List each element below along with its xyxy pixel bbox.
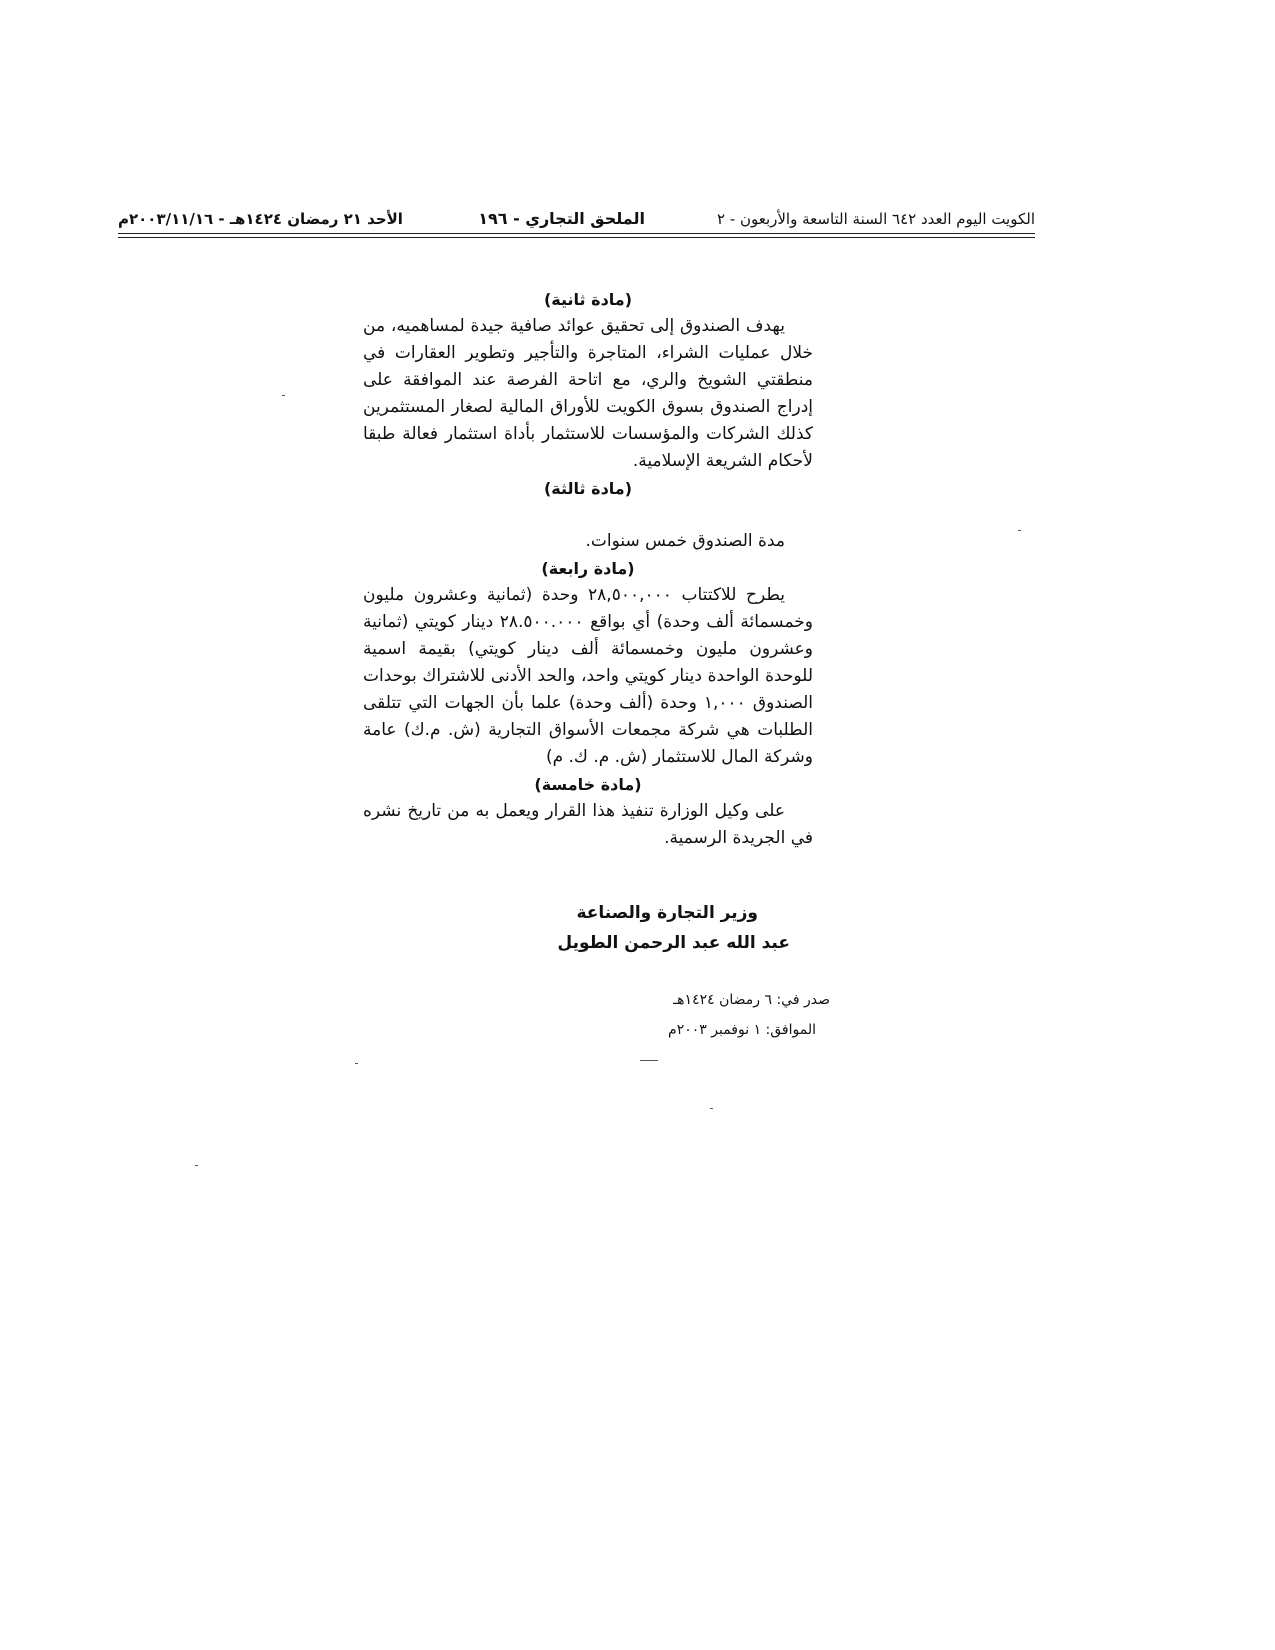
article-2-text: يهدف الصندوق إلى تحقيق عوائد صافية جيدة لمساهميه، من خلال عمليات الشراء، المتاجرة والتأجير وتطوير العقارات في منطقتي الشويخ والري، مع اتاحة الفرصة عند الموافقة على إدراج الصندوق بسوق الكويت للأوراق المالية لصغار المستثمرين كذلك الشركات والمؤسسات للاستثمار بأداة استثمار فعالة طبقا لأحكام الشريعة الإسلامية. [363,316,813,471]
article-3-heading: (مادة ثالثة) [543,479,633,498]
document-body [363,286,813,852]
article-3-text: مدة الصندوق خمس سنوات. [585,531,785,551]
article-5-text: على وكيل الوزارة تنفيذ هذا القرار ويعمل به من تاريخ نشره في الجريدة الرسمية. [363,801,813,848]
header-divider [118,233,1035,234]
minister-name: عبد الله عبد الرحمن الطويل [557,933,790,953]
scan-speck [640,1060,658,1061]
article-spacer [363,502,813,528]
article-2-heading: (مادة ثانية) [543,290,633,309]
scan-speck [282,395,285,396]
scan-speck [710,1108,713,1109]
issue-dates [600,985,830,1045]
article-4-text: يطرح للاكتتاب ٢٨,٥٠٠,٠٠٠ وحدة (ثمانية وعشرون مليون وخمسمائة ألف وحدة) أي بواقع ٢٨.٥٠٠.٠٠٠ دينار كويتي (ثمانية وعشرون مليون وخمسمائة ألف دينار كويتي) بقيمة اسمية للوحدة الواحدة دينار كويتي واحد، والحد الأدنى للاشتراك بوحدات الصندوق ١,٠٠٠ وحدة (ألف وحدة) علما بأن الجهات التي تتلقى الطلبات هي شركة مجمعات الأسواق التجارية (ش. م.ك) عامة وشركة المال للاستثمار (ش. م. ك. م) [363,585,813,767]
issued-gregorian: الموافق: ١ نوفمبر ٢٠٠٣م [668,1022,816,1038]
issue-date: الأحد ٢١ رمضان ١٤٢٤هـ - ٢٠٠٣/١١/١٦م [118,210,403,228]
scan-speck [1018,530,1021,531]
article-4-heading: (مادة رابعة) [541,559,635,578]
signature-block [500,898,790,958]
scan-speck [195,1165,198,1166]
article-5-heading: (مادة خامسة) [534,775,642,794]
supplement-info: الملحق التجاري - ١٩٦ [478,209,645,228]
scan-speck [355,1063,358,1064]
header-divider-secondary [118,237,1035,238]
issued-hijri: صدر في: ٦ رمضان ١٤٢٤هـ [673,992,830,1008]
page-header [118,203,1035,241]
minister-title: وزير التجارة والصناعة [576,903,758,923]
issue-info: الكويت اليوم العدد ٦٤٢ السنة التاسعة والأربعون - ٢ [716,210,1035,228]
